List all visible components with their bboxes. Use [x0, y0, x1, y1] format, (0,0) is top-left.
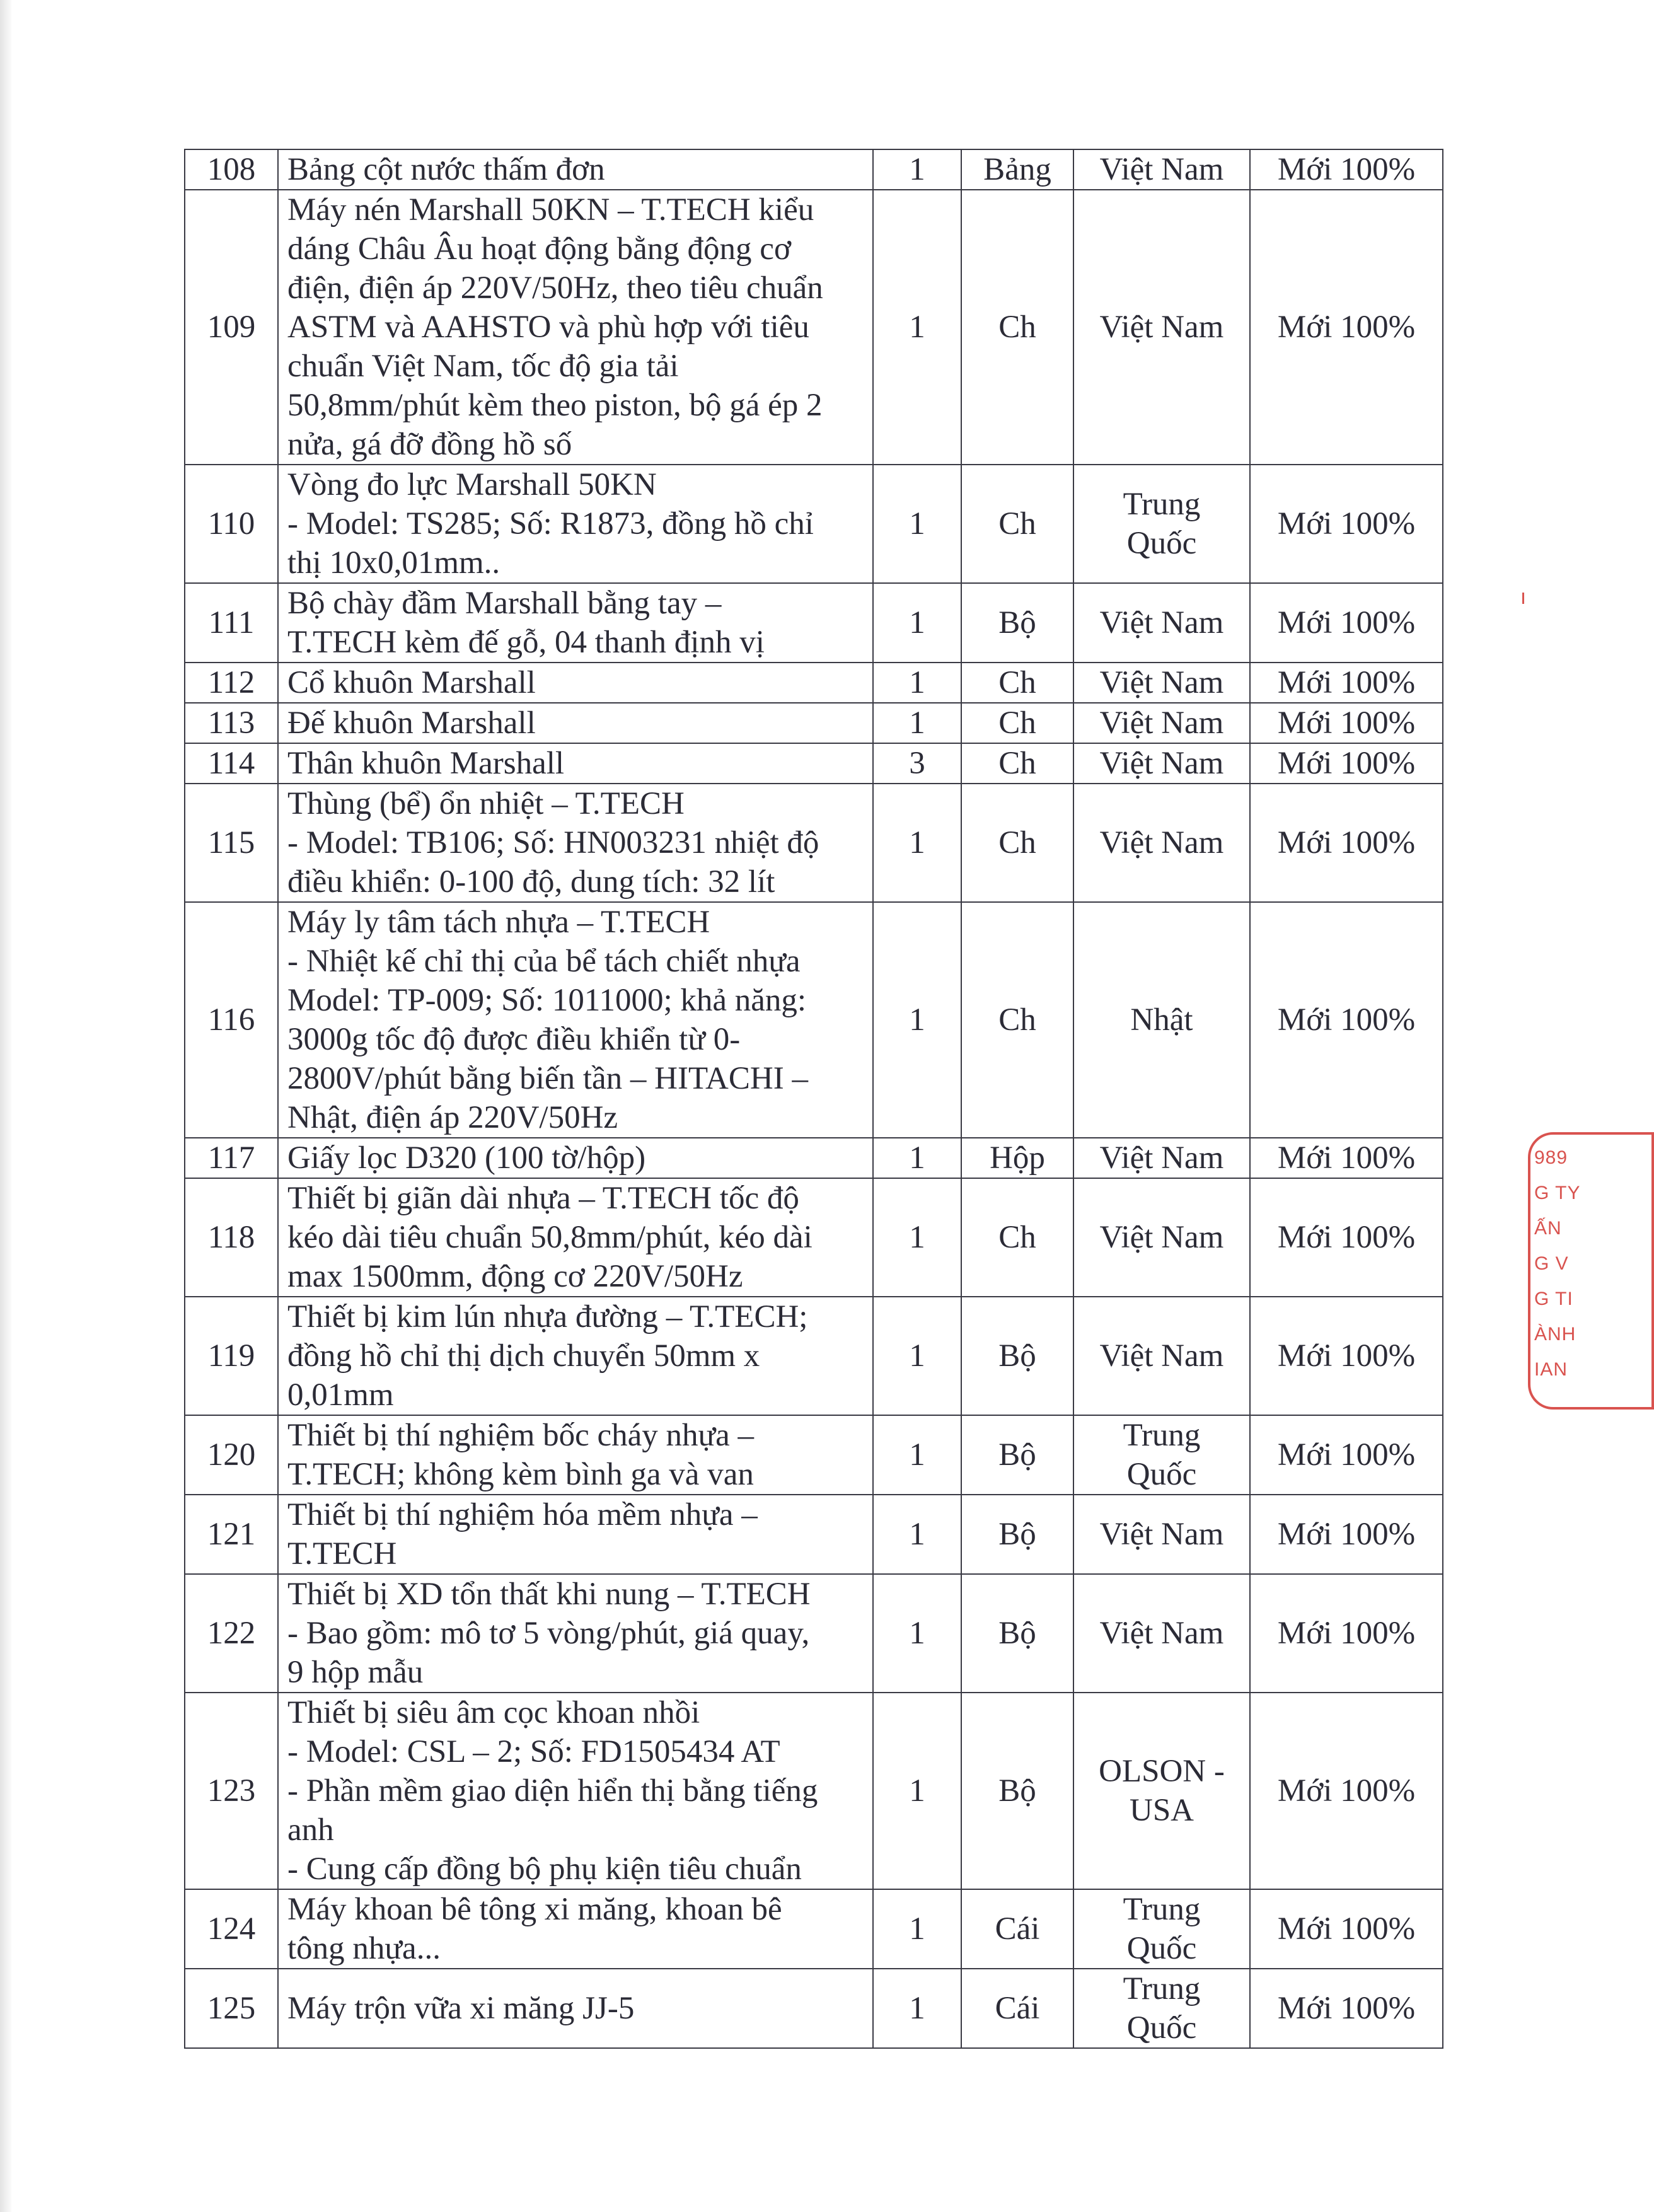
origin-cell: [1073, 1969, 1250, 2048]
unit-cell: Ch: [961, 190, 1073, 465]
unit-cell: Ch: [961, 465, 1073, 583]
description-line: - Model: TB106; Số: HN003231 nhiệt độ: [287, 825, 819, 860]
description-line: anh: [287, 1812, 334, 1848]
origin-line: Quốc: [1126, 526, 1197, 561]
row-number-cell: 108: [185, 149, 278, 190]
quantity-cell: 1: [873, 190, 961, 465]
origin-line: Trung: [1123, 1971, 1201, 2006]
origin-line: Việt Nam: [1099, 1220, 1224, 1255]
seal-text-line: G TY: [1534, 1183, 1581, 1203]
condition-cell: Mới 100%: [1250, 743, 1443, 784]
origin-line: Việt Nam: [1099, 1140, 1224, 1176]
origin-line: Việt Nam: [1099, 152, 1224, 187]
description-line: tông nhựa...: [287, 1931, 441, 1966]
unit-cell: Bộ: [961, 1495, 1073, 1574]
row-number-cell: 117: [185, 1138, 278, 1178]
quantity-cell: 1: [873, 583, 961, 663]
quantity-cell: 1: [873, 703, 961, 743]
description-line: kéo dài tiêu chuẩn 50,8mm/phút, kéo dài: [287, 1220, 813, 1255]
origin-line: Việt Nam: [1099, 1616, 1224, 1651]
description-line: ASTM và AAHSTO và phù hợp với tiêu: [287, 310, 809, 345]
quantity-cell: 1: [873, 1138, 961, 1178]
unit-cell: Bộ: [961, 583, 1073, 663]
origin-cell: [1073, 1495, 1250, 1574]
unit-cell: Bộ: [961, 1693, 1073, 1889]
origin-line: Quốc: [1126, 1457, 1197, 1492]
origin-cell: [1073, 902, 1250, 1138]
origin-cell: [1073, 583, 1250, 663]
table-row: [185, 1178, 1443, 1297]
row-number-cell: 113: [185, 703, 278, 743]
description-line: - Model: CSL – 2; Số: FD1505434 AT: [287, 1734, 780, 1769]
table-row: [185, 583, 1443, 663]
description-line: T.TECH: [287, 1536, 397, 1572]
description-line: Bảng cột nước thấm đơn: [287, 152, 605, 187]
origin-line: OLSON -: [1099, 1754, 1225, 1789]
unit-cell: Ch: [961, 743, 1073, 784]
description-cell: [278, 190, 873, 465]
description-line: Thân khuôn Marshall: [287, 746, 565, 781]
table-row: [185, 1297, 1443, 1415]
quantity-cell: 1: [873, 1495, 961, 1574]
condition-cell: Mới 100%: [1250, 1889, 1443, 1969]
origin-cell: [1073, 190, 1250, 465]
quantity-cell: 1: [873, 1297, 961, 1415]
unit-cell: Ch: [961, 784, 1073, 902]
description-line: Giấy lọc D320 (100 tờ/hộp): [287, 1140, 646, 1176]
table-row: [185, 1889, 1443, 1969]
condition-cell: Mới 100%: [1250, 1297, 1443, 1415]
description-line: Thùng (bể) ổn nhiệt – T.TECH: [287, 786, 685, 821]
description-line: 0,01mm: [287, 1377, 394, 1413]
red-tick-mark: [1522, 593, 1524, 604]
description-cell: [278, 1178, 873, 1297]
unit-cell: Bảng: [961, 149, 1073, 190]
condition-cell: Mới 100%: [1250, 902, 1443, 1138]
table-row: [185, 1969, 1443, 2048]
description-line: - Bao gồm: mô tơ 5 vòng/phút, giá quay,: [287, 1616, 810, 1651]
description-line: điện, điện áp 220V/50Hz, theo tiêu chuẩn: [287, 270, 823, 306]
quantity-cell: 1: [873, 1889, 961, 1969]
row-number-cell: 116: [185, 902, 278, 1138]
origin-cell: [1073, 743, 1250, 784]
description-line: Thiết bị giãn dài nhựa – T.TECH tốc độ: [287, 1181, 799, 1216]
description-cell: [278, 1889, 873, 1969]
row-number-cell: 121: [185, 1495, 278, 1574]
seal-text-line: 989: [1534, 1147, 1568, 1168]
row-number-cell: 112: [185, 663, 278, 703]
row-number-cell: 118: [185, 1178, 278, 1297]
origin-line: Việt Nam: [1099, 1517, 1224, 1552]
origin-cell: [1073, 1574, 1250, 1693]
condition-cell: Mới 100%: [1250, 703, 1443, 743]
quantity-cell: 1: [873, 663, 961, 703]
description-cell: [278, 149, 873, 190]
description-cell: [278, 583, 873, 663]
description-cell: [278, 465, 873, 583]
description-cell: [278, 703, 873, 743]
table-row: [185, 149, 1443, 190]
description-line: Máy trộn vữa xi măng JJ-5: [287, 1991, 635, 2026]
origin-line: Quốc: [1126, 1931, 1197, 1966]
origin-line: Việt Nam: [1099, 310, 1224, 345]
description-line: 3000g tốc độ được điều khiển từ 0-: [287, 1022, 741, 1057]
description-line: dáng Châu Âu hoạt động bằng động cơ: [287, 231, 791, 267]
row-number-cell: 115: [185, 784, 278, 902]
table-row: [185, 190, 1443, 465]
unit-cell: Bộ: [961, 1297, 1073, 1415]
condition-cell: Mới 100%: [1250, 190, 1443, 465]
description-line: Cổ khuôn Marshall: [287, 665, 536, 700]
description-line: - Phần mềm giao diện hiển thị bằng tiếng: [287, 1773, 818, 1809]
condition-cell: Mới 100%: [1250, 1178, 1443, 1297]
description-line: Đế khuôn Marshall: [287, 705, 536, 741]
seal-text-line: ÀNH: [1534, 1324, 1576, 1345]
origin-cell: [1073, 1138, 1250, 1178]
description-line: 50,8mm/phút kèm theo piston, bộ gá ép 2: [287, 388, 823, 423]
condition-cell: Mới 100%: [1250, 1495, 1443, 1574]
description-line: T.TECH; không kèm bình ga và van: [287, 1457, 754, 1492]
description-line: - Nhiệt kế chỉ thị của bể tách chiết nhựa: [287, 944, 801, 979]
origin-line: Việt Nam: [1099, 665, 1224, 700]
description-line: max 1500mm, động cơ 220V/50Hz: [287, 1259, 743, 1294]
origin-cell: [1073, 465, 1250, 583]
description-line: Nhật, điện áp 220V/50Hz: [287, 1100, 618, 1135]
origin-cell: [1073, 1889, 1250, 1969]
description-line: Bộ chày đầm Marshall bằng tay –: [287, 586, 722, 621]
unit-cell: Bộ: [961, 1574, 1073, 1693]
origin-line: Việt Nam: [1099, 825, 1224, 860]
table-row: [185, 1138, 1443, 1178]
condition-cell: Mới 100%: [1250, 1969, 1443, 2048]
origin-cell: [1073, 703, 1250, 743]
description-line: Thiết bị siêu âm cọc khoan nhồi: [287, 1695, 700, 1730]
table-row: [185, 1693, 1443, 1889]
equipment-table-body: [185, 149, 1443, 2048]
description-cell: [278, 743, 873, 784]
description-cell: [278, 902, 873, 1138]
origin-cell: [1073, 1693, 1250, 1889]
red-seal-stamp: [1528, 1132, 1581, 1410]
unit-cell: Hộp: [961, 1138, 1073, 1178]
seal-text-line: IAN: [1534, 1359, 1568, 1380]
origin-line: Trung: [1123, 487, 1201, 522]
unit-cell: Ch: [961, 902, 1073, 1138]
description-line: Model: TP-009; Số: 1011000; khả năng:: [287, 983, 807, 1018]
description-cell: [278, 1495, 873, 1574]
condition-cell: Mới 100%: [1250, 149, 1443, 190]
quantity-cell: 1: [873, 1574, 961, 1693]
description-line: T.TECH kèm đế gỗ, 04 thanh định vị: [287, 625, 765, 660]
origin-line: Trung: [1123, 1892, 1201, 1927]
origin-cell: [1073, 1415, 1250, 1495]
description-line: Máy ly tâm tách nhựa – T.TECH: [287, 905, 710, 940]
quantity-cell: 1: [873, 1178, 961, 1297]
description-cell: [278, 663, 873, 703]
unit-cell: Ch: [961, 1178, 1073, 1297]
quantity-cell: 1: [873, 1969, 961, 2048]
description-line: 9 hộp mẫu: [287, 1655, 424, 1690]
row-number-cell: 125: [185, 1969, 278, 2048]
row-number-cell: 109: [185, 190, 278, 465]
origin-line: Việt Nam: [1099, 1338, 1224, 1374]
condition-cell: Mới 100%: [1250, 583, 1443, 663]
seal-text-line: G V: [1534, 1253, 1569, 1274]
equipment-table-container: [184, 149, 1442, 2049]
origin-line: Việt Nam: [1099, 705, 1224, 741]
table-row: [185, 1495, 1443, 1574]
origin-line: Trung: [1123, 1418, 1201, 1453]
description-line: thị 10x0,01mm..: [287, 545, 500, 581]
equipment-table: [184, 149, 1443, 2049]
table-row: [185, 663, 1443, 703]
condition-cell: Mới 100%: [1250, 784, 1443, 902]
description-line: đồng hồ chỉ thị dịch chuyển 50mm x: [287, 1338, 760, 1374]
seal-text-line: G TI: [1534, 1288, 1573, 1309]
unit-cell: Cái: [961, 1889, 1073, 1969]
condition-cell: Mới 100%: [1250, 1574, 1443, 1693]
quantity-cell: 1: [873, 1415, 961, 1495]
condition-cell: Mới 100%: [1250, 1415, 1443, 1495]
condition-cell: Mới 100%: [1250, 1693, 1443, 1889]
row-number-cell: 123: [185, 1693, 278, 1889]
origin-cell: [1073, 663, 1250, 703]
origin-cell: [1073, 149, 1250, 190]
description-cell: [278, 1297, 873, 1415]
scan-edge-shadow: [0, 0, 11, 2212]
description-cell: [278, 1415, 873, 1495]
row-number-cell: 124: [185, 1889, 278, 1969]
unit-cell: Cái: [961, 1969, 1073, 2048]
description-line: 2800V/phút bằng biến tần – HITACHI –: [287, 1061, 808, 1096]
row-number-cell: 120: [185, 1415, 278, 1495]
description-cell: [278, 1969, 873, 2048]
origin-cell: [1073, 784, 1250, 902]
seal-text-line: ẤN: [1534, 1218, 1562, 1239]
origin-line: USA: [1129, 1793, 1194, 1828]
table-row: [185, 1574, 1443, 1693]
condition-cell: Mới 100%: [1250, 663, 1443, 703]
description-cell: [278, 784, 873, 902]
row-number-cell: 114: [185, 743, 278, 784]
description-cell: [278, 1138, 873, 1178]
description-line: Máy nén Marshall 50KN – T.TECH kiểu: [287, 192, 814, 228]
quantity-cell: 1: [873, 465, 961, 583]
description-line: - Cung cấp đồng bộ phụ kiện tiêu chuẩn: [287, 1851, 802, 1887]
unit-cell: Bộ: [961, 1415, 1073, 1495]
quantity-cell: 1: [873, 902, 961, 1138]
origin-line: Quốc: [1126, 2010, 1197, 2046]
table-row: [185, 703, 1443, 743]
row-number-cell: 122: [185, 1574, 278, 1693]
origin-line: Việt Nam: [1099, 605, 1224, 640]
description-line: Thiết bị thí nghiệm bốc cháy nhựa –: [287, 1418, 755, 1453]
description-line: Máy khoan bê tông xi măng, khoan bê: [287, 1892, 782, 1927]
description-line: chuẩn Việt Nam, tốc độ gia tải: [287, 349, 679, 384]
table-row: [185, 465, 1443, 583]
table-row: [185, 784, 1443, 902]
description-line: Thiết bị XD tổn thất khi nung – T.TECH: [287, 1577, 811, 1612]
description-line: - Model: TS285; Số: R1873, đồng hồ chỉ: [287, 506, 814, 541]
description-cell: [278, 1693, 873, 1889]
condition-cell: Mới 100%: [1250, 465, 1443, 583]
origin-line: Nhật: [1130, 1002, 1193, 1038]
table-row: [185, 902, 1443, 1138]
description-line: Thiết bị kim lún nhựa đường – T.TECH;: [287, 1299, 808, 1335]
description-line: nửa, gá đỡ đồng hồ số: [287, 427, 572, 462]
origin-cell: [1073, 1178, 1250, 1297]
table-row: [185, 743, 1443, 784]
origin-cell: [1073, 1297, 1250, 1415]
quantity-cell: 1: [873, 784, 961, 902]
description-line: điều khiển: 0-100 độ, dung tích: 32 lít: [287, 864, 775, 900]
description-cell: [278, 1574, 873, 1693]
description-line: Vòng đo lực Marshall 50KN: [287, 467, 657, 502]
origin-line: Việt Nam: [1099, 746, 1224, 781]
table-row: [185, 1415, 1443, 1495]
quantity-cell: 3: [873, 743, 961, 784]
row-number-cell: 110: [185, 465, 278, 583]
description-line: Thiết bị thí nghiệm hóa mềm nhựa –: [287, 1497, 758, 1532]
row-number-cell: 119: [185, 1297, 278, 1415]
unit-cell: Ch: [961, 663, 1073, 703]
quantity-cell: 1: [873, 1693, 961, 1889]
row-number-cell: 111: [185, 583, 278, 663]
unit-cell: Ch: [961, 703, 1073, 743]
condition-cell: Mới 100%: [1250, 1138, 1443, 1178]
quantity-cell: 1: [873, 149, 961, 190]
